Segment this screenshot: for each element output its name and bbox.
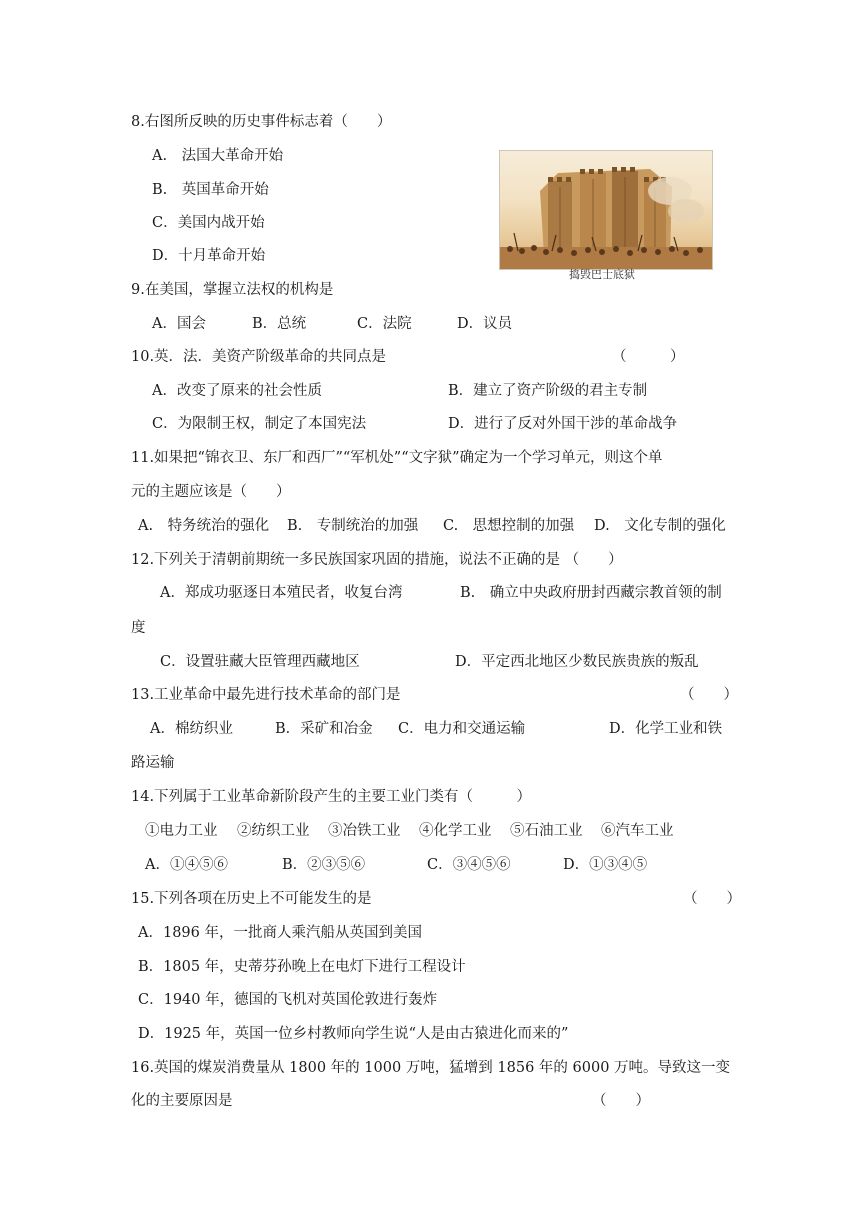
question-9-option-c: C．法院 [357, 316, 412, 332]
question-8-option-a: A. 法国大革命开始 [152, 148, 284, 164]
question-11-option-c: C. 思想控制的加强 [443, 518, 575, 534]
question-13-answer-blank: （ ） [680, 687, 738, 703]
question-12-option-d: D．平定西北地区少数民族贵族的叛乱 [455, 654, 699, 670]
question-11-option-b: B. 专制统治的加强 [287, 518, 419, 534]
question-15-option-d: D．1925 年，英国一位乡村教师向学生说“人是由古猿进化而来的” [138, 1026, 569, 1042]
question-14-item-6: ⑥汽车工业 [601, 823, 674, 839]
question-14-option-c: C．③④⑤⑥ [427, 857, 511, 873]
question-15-option-a: A．1896 年，一批商人乘汽船从英国到美国 [138, 925, 422, 941]
question-9-option-d: D．议员 [457, 316, 513, 332]
question-14-item-1: ①电力工业 [145, 823, 218, 839]
question-14-item-4: ④化学工业 [419, 823, 492, 839]
question-15-answer-blank: （ ） [683, 891, 741, 907]
question-16-answer-blank: （ ） [592, 1093, 650, 1109]
question-11-stem-line1: 11.如果把“锦衣卫、东厂和西厂”“军机处”“文字狱”确定为一个学习单元，则这个单 [131, 450, 663, 466]
question-13-option-c: C．电力和交通运输 [398, 721, 526, 737]
question-10-stem: 10.英．法．美资产阶级革命的共同点是 [131, 349, 387, 365]
question-15-stem: 15.下列各项在历史上不可能发生的是 [131, 891, 372, 907]
question-13-option-d-wrap: 路运输 [131, 755, 175, 771]
question-14-option-d: D．①③④⑤ [563, 857, 648, 873]
question-13-stem: 13.工业革命中最先进行技术革命的部门是 [131, 687, 401, 703]
question-12-option-b-wrap: 度 [131, 620, 146, 636]
question-10-option-c: C．为限制王权，制定了本国宪法 [152, 416, 367, 432]
question-14-stem: 14.下列属于工业革命新阶段产生的主要工业门类有（ ） [131, 789, 532, 805]
question-12-option-c: C．设置驻藏大臣管理西藏地区 [160, 654, 360, 670]
question-12-option-a: A．郑成功驱逐日本殖民者，收复台湾 [160, 585, 403, 601]
question-13-option-b: B．采矿和冶金 [275, 721, 373, 737]
question-9-option-b: B．总统 [252, 316, 307, 332]
question-11-option-d: D. 文化专制的强化 [594, 518, 726, 534]
question-12-option-b: B. 确立中央政府册封西藏宗教首领的制 [460, 585, 722, 601]
question-9-option-a: A．国会 [152, 316, 206, 332]
bastille-storming-image [499, 150, 713, 282]
question-12-stem: 12.下列关于清朝前期统一多民族国家巩固的措施，说法不正确的是 （ ） [131, 552, 623, 568]
bastille-illustration [499, 150, 713, 270]
question-11-option-a: A. 特务统治的强化 [138, 518, 270, 534]
question-10-answer-blank: （ ） [612, 349, 685, 365]
question-16-stem-line2: 化的主要原因是 [131, 1093, 233, 1109]
question-10-option-d: D．进行了反对外国干涉的革命战争 [448, 416, 678, 432]
image-caption: 捣毁巴士底狱 [569, 268, 635, 281]
question-11-stem-line2: 元的主题应该是（ ） [131, 484, 291, 500]
question-8-option-b: B. 英国革命开始 [152, 182, 269, 198]
question-13-option-a: A．棉纺织业 [150, 721, 233, 737]
question-14-option-b: B．②③⑤⑥ [282, 857, 366, 873]
question-15-option-c: C．1940 年，德国的飞机对英国伦敦进行轰炸 [138, 992, 438, 1008]
question-10-option-b: B．建立了资产阶级的君主专制 [448, 383, 648, 399]
question-10-option-a: A．改变了原来的社会性质 [152, 383, 322, 399]
question-14-item-3: ③冶铁工业 [328, 823, 401, 839]
question-14-item-5: ⑤石油工业 [510, 823, 583, 839]
question-14-item-2: ②纺织工业 [237, 823, 310, 839]
question-9-stem: 9.在美国，掌握立法权的机构是 [131, 282, 334, 298]
question-8-option-c: C．美国内战开始 [152, 215, 265, 231]
question-15-option-b: B．1805 年，史蒂芬孙晚上在电灯下进行工程设计 [138, 959, 466, 975]
question-14-option-a: A．①④⑤⑥ [145, 857, 228, 873]
question-13-option-d: D．化学工业和铁 [609, 721, 723, 737]
question-16-stem-line1: 16.英国的煤炭消费量从 1800 年的 1000 万吨，猛增到 1856 年的 6000 万吨。导致这一变 [131, 1060, 731, 1076]
question-8-stem: 8.右图所反映的历史事件标志着（ ） [131, 114, 392, 130]
question-8-option-d: D．十月革命开始 [152, 248, 266, 264]
